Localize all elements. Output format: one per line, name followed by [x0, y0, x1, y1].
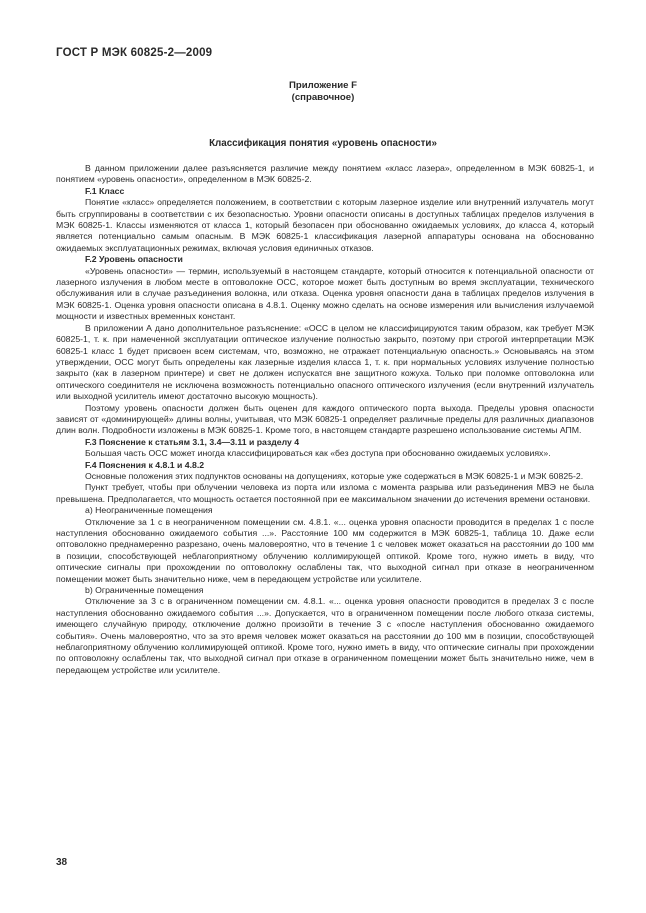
paragraph: В данном приложении далее разъясняется различие между понятием «класс лазера», определенном в МЭК 60825-1, и понятием «уровень опасности», определенном в МЭК 60825-2.: [56, 163, 594, 185]
page-number: 38: [56, 857, 68, 868]
section-heading: F.2 Уровень опасности: [85, 254, 183, 265]
paragraph: Поэтому уровень опасности должен быть оценен для каждого оптического порта выхода. Пределы уровня опасности зависят от «доминирующей» длины волны, учитывая, что МЭК 60825-1 определяет различные пределы для различных диапазонов длин волн. Подробности изложены в МЭК 60825-1. Кроме того, в настоящем стандарте разрешено использование системы АПМ.: [56, 402, 594, 436]
paragraph: В приложении А дано дополнительное разъяснение: «ОСС в целом не классифицируются таким образом, как требует МЭК 60825-1, т. к. при намеченной эксплуатации оптическое излучение полностью закрыто, поэтому при строгой интерпретации МЭК 60825-1 класс 1 будет присвоен всем системам, что, возможно, не отражает потенциальную опасность.» Основываясь на этом утверждении, ОСС могут быть определены как лазерные изделия класса 1, т. к. при нормальных условиях излучение полностью закрыто (как в лазерном принтере) и свет не должен испускатся вне защитного кожуха. Только при поломке оптоволокна или оптического соединителя не исключена возможность потенциально опасного оптического излучения (если внутренний излучатель или выходной усилитель имеют достаточно высокую мощность).: [56, 322, 594, 402]
section-heading: F.3 Пояснение к статьям 3.1, 3.4—3.11 и разделу 4: [85, 436, 300, 447]
subsection-label: b) Ограниченные помещения: [85, 585, 204, 596]
section-heading: F.1 Класс: [85, 185, 125, 196]
appendix-heading: [0, 80, 646, 105]
appendix-subtitle: (справочное): [291, 92, 355, 104]
section-heading: F.4 Пояснения к 4.8.1 и 4.8.2: [85, 459, 205, 470]
appendix-title: Приложение F: [289, 80, 357, 91]
standard-header: ГОСТ Р МЭК 60825-2—2009: [56, 47, 213, 59]
document-title: Классификация понятия «уровень опасности»: [209, 138, 437, 149]
document-body: [56, 163, 594, 676]
paragraph: Понятие «класс» определяется положением, в соответствии с которым лазерное изделие или внутренний излучатель могут быть сгруппированы в соответствии с их безопасностью. Уровни опасности описаны в доступных таблицах пределов излучения в МЭК 60825-1. Классы изменяются от класса 1, который безопасен при обоснованно ожидаемых условиях, до класса 4, который является потенциально самым опасным. В МЭК 60825-1 классификация лазерной аппаратуры основана на обоснованно ожидаемых эксплуатационных режимах, включая условия единичных отказов.: [56, 197, 594, 253]
paragraph: Пункт требует, чтобы при облучении человека из порта или излома с момента разрыва или разъединения МВЭ не была превышена. Предполагается, что мощность остается постоянной при ее максимальном значении до истечения времени остановки.: [56, 482, 594, 504]
paragraph: Большая часть ОСС может иногда классифицироваться как «без доступа при обоснованно ожидаемых условиях».: [85, 448, 551, 459]
paragraph: Основные положения этих подпунктов основаны на допущениях, которые уже содержаться в МЭК 60825-1 и МЭК 60825-2.: [85, 470, 584, 481]
paragraph: Отключение за 3 с в ограниченном помещении см. 4.8.1. «... оценка уровня опасности проводится в пределах 3 с после наступления обоснованно ожидаемого события ...». Допускается, что в ограниченном помещении после любого отказа системы, имеющего случайную природу, отключение должно произойти в течение 3 с «после наступления обоснованно ожидаемого события». Очень маловероятно, что за это время человек может оказаться на расстоянии до 100 мм в позиции, способствующей неблагоприятному облучению коллимирующей оптикой. Кроме того, нужно иметь в виду, что оптические сигналы при прохождении по оптоволокну ослаблены так, что выходной сигнал при отказе в ограниченном помещении может быть значительно ниже, чем в передающем устройстве или усилителе.: [56, 596, 594, 675]
subsection-label: а) Неограниченные помещения: [85, 505, 213, 516]
paragraph: «Уровень опасности» — термин, используемый в настоящем стандарте, который относится к потенциальной опасности от лазерного излучения в любом месте в оптоволокне ОСС, которое может быть доступным во время эксплуатации, технического обслуживания или в случае разъединения волокна, или отказа. Оценка уровня опасности дана в таблицах пределов излучения в МЭК 60825-1. Оценка уровня опасности описана в 4.8.1. Оценку можно сделать на основе измерения или вычисления излучаемой мощности и известных временных констант.: [56, 265, 594, 322]
paragraph: Отключение за 1 с в неограниченном помещении см. 4.8.1. «... оценка уровня опасности проводится в пределах 1 с после наступления обоснованно ожидаемого события ...». Расстояние 100 мм содержится в МЭК 60825-1, таблица 10. Даже если оптоволокно преднамеренно разрезано, очень маловероятно, что в течение 1 с человек может оказаться на расстоянии до 100 мм в позиции, способствующей неблагоприятному облучению коллимирующей оптикой. Кроме того, нужно иметь в виду, что оптические сигналы при прохождении по оптоволокну ослаблены так, что выходной сигнал при отказе в неограниченном помещении может быть значительно ниже, чем в передающем устройстве или усилителе.: [56, 516, 594, 584]
